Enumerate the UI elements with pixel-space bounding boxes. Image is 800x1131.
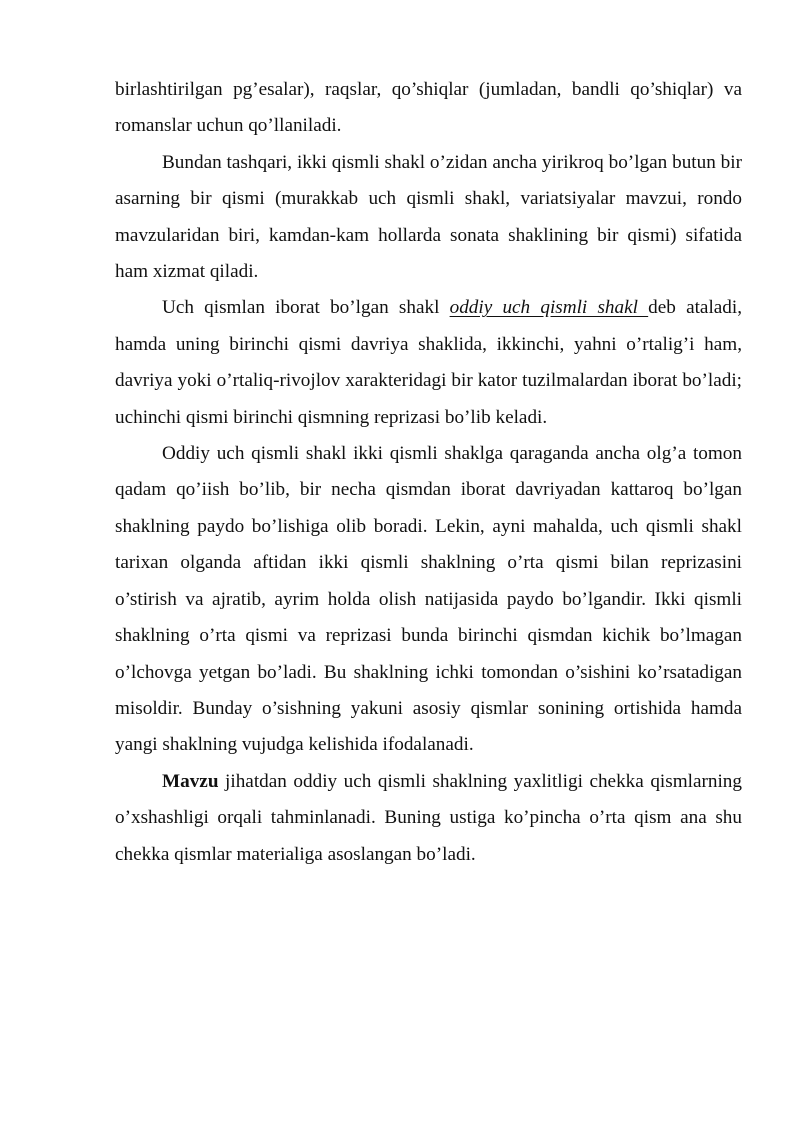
term-oddiy-uch-qismli-shakl: oddiy uch qismli shakl	[449, 297, 649, 319]
paragraph-4-text: Oddiy uch qismli shakl ikki qismli shaklga qaraganda ancha olg’a tomon qadam qo’iish bo’lib, bir necha qismdan iborat davriyadan kattaroq bo’lgan shaklning paydo bo’lishiga olib boradi. Lekin, ayni mahalda, uch qismli shakl tarixan olganda aftidan ikki qismli shaklning o’rta qismi bilan reprizasini o’stirish va ajratib, ayrim holda olish natijasida paydo bo’lgandir. Ikki qismli shaklning o’rta qismi va reprizasi bunda birinchi qismdan kichik bo’lmagan o’lchovga yetgan bo’ladi. Bu shaklning ichki tomondan o’sishini ko’rsatadigan misoldir. Bunday o’sishning yakuni asosiy qismlar sonining ortishida hamda yangi shaklning vujudga kelishida ifodalanadi.	[115, 443, 742, 756]
paragraph-1	[115, 72, 742, 145]
paragraph-4	[115, 436, 742, 764]
document-page	[115, 72, 742, 873]
paragraph-5	[115, 764, 742, 873]
paragraph-3	[115, 290, 742, 436]
paragraph-2	[115, 145, 742, 291]
paragraph-3-rest: deb ataladi, hamda uning birinchi qismi davriya shaklida, ikkinchi, yahni o’rtalig’i ham, davriya yoki o’rtaliq-rivojlov xarakteridagi bir kator tuzilmalardan iborat bo’ladi; uchinchi qismi birinchi qismning reprizasi bo’lib keladi.	[115, 297, 743, 428]
paragraph-2-text: Bundan tashqari, ikki qismli shakl o’zidan ancha yirikroq bo’lgan butun bir asarning bir qismi (murakkab uch qismli shakl, variatsiyalar mavzui, rondo mavzularidan biri, kamdan-kam hollarda sonata shaklining bir qismi) sifatida ham xizmat qiladi.	[115, 151, 742, 283]
term-mavzu: Mavzu	[162, 770, 219, 792]
paragraph-3-lead: Uch qismlan iborat bo’lgan shakl	[162, 297, 450, 319]
paragraph-1-text: birlashtirilgan pg’esalar), raqslar, qo’shiqlar (jumladan, bandli qo’shiqlar) va romanslar uchun qo’llaniladi.	[115, 79, 742, 137]
paragraph-5-rest: jihatdan oddiy uch qismli shaklning yaxlitligi chekka qismlarning o’xshashligi orqali tahminlanadi. Buning ustiga ko’pincha o’rta qism ana shu chekka qismlar materialiga asoslangan bo’ladi.	[115, 770, 742, 865]
